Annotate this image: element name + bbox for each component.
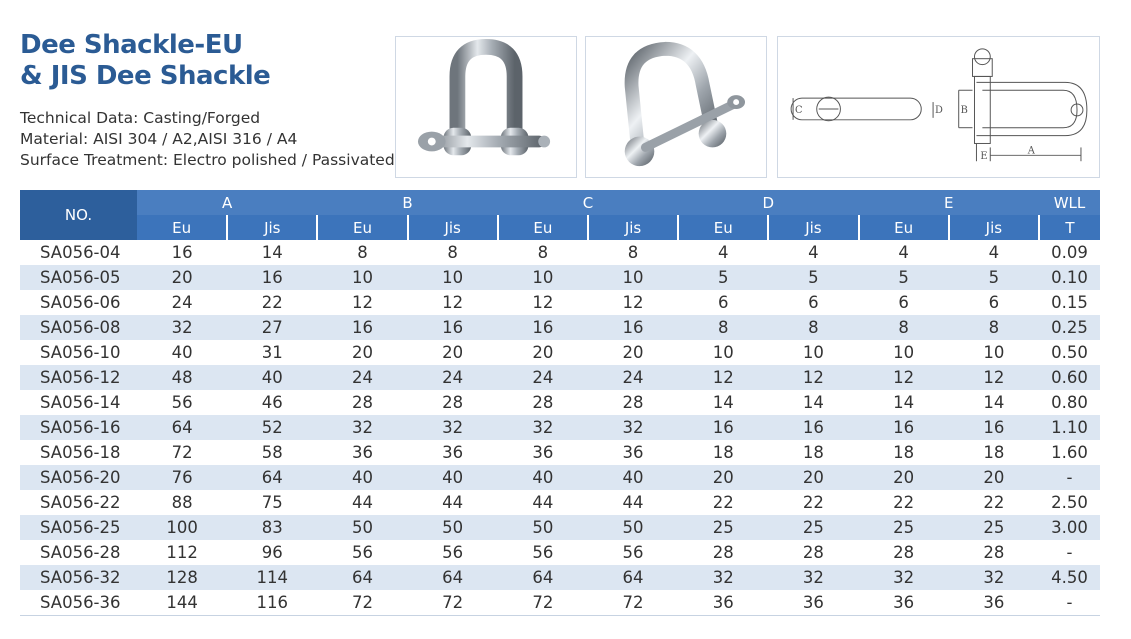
table-cell: 116 xyxy=(227,590,317,616)
table-cell: 32 xyxy=(137,315,227,340)
table-cell: 50 xyxy=(588,515,678,540)
table-row xyxy=(20,440,1100,465)
table-cell: 24 xyxy=(588,365,678,390)
table-cell: 10 xyxy=(317,265,407,290)
sub-header-row xyxy=(20,215,1100,240)
table-cell: 6 xyxy=(988,293,1000,312)
table-cell: 14 xyxy=(983,393,1005,412)
table-cell: 16 xyxy=(949,415,1039,440)
sub-header-cell: Jis xyxy=(949,215,1039,240)
table-cell: 28 xyxy=(622,393,644,412)
product-number-cell: SA056-36 xyxy=(20,590,137,616)
sub-header-cell: Jis xyxy=(408,215,498,240)
table-cell: 8 xyxy=(949,315,1039,340)
table-cell: 46 xyxy=(261,393,283,412)
table-cell: 12 xyxy=(532,293,554,312)
table-cell: 128 xyxy=(137,565,227,590)
table-cell: 18 xyxy=(893,443,915,462)
table-row xyxy=(20,315,1100,340)
table-cell: 12 xyxy=(678,365,768,390)
table-cell: 4 xyxy=(988,243,1000,262)
table-cell: 16 xyxy=(498,315,588,340)
table-cell: 0.80 xyxy=(1051,393,1088,412)
table-cell: 6 xyxy=(808,293,819,312)
table-cell: 36 xyxy=(859,590,949,616)
table-cell: 28 xyxy=(442,393,464,412)
table-cell: 88 xyxy=(171,493,193,512)
table-cell: 4 xyxy=(898,243,909,262)
table-cell: 56 xyxy=(622,543,644,562)
table-cell: 12 xyxy=(442,293,464,312)
table-cell: 6 xyxy=(717,293,729,312)
table-cell: 50 xyxy=(408,515,498,540)
table-row xyxy=(20,365,1100,390)
table-cell: 28 xyxy=(983,543,1005,562)
table-cell: 25 xyxy=(678,515,768,540)
table-cell: 64 xyxy=(227,465,317,490)
table-cell: 112 xyxy=(166,543,198,562)
table-cell: 14 xyxy=(261,243,283,262)
table-cell: 52 xyxy=(227,415,317,440)
table-cell: 24 xyxy=(498,365,588,390)
product-number-cell: SA056-28 xyxy=(40,543,121,562)
table-cell: 56 xyxy=(532,543,554,562)
table-cell: 12 xyxy=(859,365,949,390)
table-cell: 28 xyxy=(532,393,554,412)
table-cell: 22 xyxy=(712,493,734,512)
table-row xyxy=(20,240,1100,265)
table-cell: 32 xyxy=(408,415,498,440)
table-cell: 72 xyxy=(171,443,193,462)
product-number-cell: SA056-06 xyxy=(40,293,121,312)
table-cell: 8 xyxy=(678,315,768,340)
table-cell: 32 xyxy=(498,415,588,440)
table-row xyxy=(20,340,1100,365)
technical-specs xyxy=(20,108,395,171)
table-cell: 28 xyxy=(351,393,373,412)
table-cell: 36 xyxy=(442,443,464,462)
table-cell: 100 xyxy=(137,515,227,540)
table-cell: 20 xyxy=(532,343,554,362)
table-cell: 16 xyxy=(768,415,858,440)
table-cell: 64 xyxy=(317,565,407,590)
table-cell: 10 xyxy=(408,265,498,290)
table-cell: 16 xyxy=(171,243,193,262)
sub-header-cell: Jis xyxy=(227,215,317,240)
table-cell: 12 xyxy=(351,293,373,312)
table-cell: 20 xyxy=(137,265,227,290)
product-number-cell: SA056-10 xyxy=(40,343,121,362)
table-cell: 22 xyxy=(893,493,915,512)
table-cell: 32 xyxy=(317,415,407,440)
sub-header-cell: Eu xyxy=(678,215,768,240)
table-cell: 32 xyxy=(859,565,949,590)
table-cell: 114 xyxy=(227,565,317,590)
product-number-cell: SA056-18 xyxy=(40,443,121,462)
table-cell: 40 xyxy=(408,465,498,490)
table-cell: 36 xyxy=(532,443,554,462)
table-cell: 76 xyxy=(137,465,227,490)
table-cell: 50 xyxy=(498,515,588,540)
table-cell: 36 xyxy=(949,590,1039,616)
table-cell: 14 xyxy=(802,393,824,412)
table-cell: 28 xyxy=(712,543,734,562)
table-row xyxy=(20,565,1100,590)
table-cell: 1.10 xyxy=(1039,415,1100,440)
table-cell: 75 xyxy=(261,493,283,512)
table-cell: 5 xyxy=(859,265,949,290)
table-cell: 48 xyxy=(137,365,227,390)
table-cell: 56 xyxy=(351,543,373,562)
table-cell: 3.00 xyxy=(1039,515,1100,540)
table-cell: 0.25 xyxy=(1039,315,1100,340)
table-cell: 32 xyxy=(949,565,1039,590)
spec-surface-treatment: Surface Treatment: Electro polished / Passivated xyxy=(20,151,395,169)
shackle-technical-drawing xyxy=(777,36,1100,178)
table-cell: 22 xyxy=(802,493,824,512)
table-cell: - xyxy=(1066,543,1073,562)
product-number-cell: SA056-32 xyxy=(20,565,137,590)
product-number-cell: SA056-04 xyxy=(40,243,121,262)
header-group-wll: WLL xyxy=(1039,190,1100,215)
table-cell: 20 xyxy=(768,465,858,490)
table-cell: 10 xyxy=(588,265,678,290)
table-cell: 58 xyxy=(261,443,283,462)
sub-header-cell: T xyxy=(1039,215,1100,240)
product-number-cell: SA056-25 xyxy=(20,515,137,540)
table-cell: 16 xyxy=(317,315,407,340)
table-cell: 10 xyxy=(802,343,824,362)
table-cell: 10 xyxy=(983,343,1005,362)
table-cell: 4.50 xyxy=(1039,565,1100,590)
table-row xyxy=(20,390,1100,415)
table-cell: 36 xyxy=(351,443,373,462)
product-number-cell: SA056-16 xyxy=(20,415,137,440)
table-row xyxy=(20,490,1100,515)
header-group-c: C xyxy=(498,190,678,215)
table-cell: 40 xyxy=(317,465,407,490)
table-cell: 72 xyxy=(317,590,407,616)
table-cell: 8 xyxy=(537,243,549,262)
table-cell: 12 xyxy=(622,293,644,312)
table-cell: 40 xyxy=(588,465,678,490)
product-number-cell: SA056-12 xyxy=(20,365,137,390)
table-cell: 5 xyxy=(678,265,768,290)
table-cell: 12 xyxy=(768,365,858,390)
product-number-cell: SA056-22 xyxy=(40,493,121,512)
table-cell: 5 xyxy=(768,265,858,290)
header-no: NO. xyxy=(20,190,137,240)
table-cell: 83 xyxy=(227,515,317,540)
table-cell: 40 xyxy=(227,365,317,390)
table-cell: 8 xyxy=(859,315,949,340)
table-cell: 12 xyxy=(949,365,1039,390)
table-cell: 20 xyxy=(622,343,644,362)
table-cell: 64 xyxy=(408,565,498,590)
table-cell: 72 xyxy=(588,590,678,616)
table-cell: 16 xyxy=(408,315,498,340)
title-line-2: & JIS Dee Shackle xyxy=(20,61,271,91)
table-cell: 0.15 xyxy=(1051,293,1088,312)
sub-header-cell: Eu xyxy=(859,215,949,240)
table-cell: 36 xyxy=(622,443,644,462)
header-group-b: B xyxy=(317,190,497,215)
table-cell: 36 xyxy=(678,590,768,616)
table-cell: 72 xyxy=(408,590,498,616)
dim-label-e: E xyxy=(980,151,988,163)
table-cell: 0.60 xyxy=(1039,365,1100,390)
table-cell: 6 xyxy=(898,293,909,312)
header-group-e: E xyxy=(859,190,1040,215)
header-group-d: D xyxy=(678,190,858,215)
table-cell: 16 xyxy=(227,265,317,290)
table-cell: 32 xyxy=(588,415,678,440)
table-cell: 20 xyxy=(442,343,464,362)
table-row xyxy=(20,290,1100,315)
table-cell: 16 xyxy=(859,415,949,440)
product-number-cell: SA056-14 xyxy=(40,393,121,412)
dim-label-d: D xyxy=(935,104,943,116)
table-cell: 25 xyxy=(768,515,858,540)
table-cell: 32 xyxy=(768,565,858,590)
table-cell: 64 xyxy=(588,565,678,590)
table-cell: 0.50 xyxy=(1051,343,1088,362)
sub-header-cell: Jis xyxy=(588,215,678,240)
shackle-perspective-photo xyxy=(585,36,767,178)
table-row xyxy=(20,265,1100,290)
table-cell: 50 xyxy=(317,515,407,540)
table-cell: 20 xyxy=(351,343,373,362)
table-cell: 40 xyxy=(498,465,588,490)
table-cell: 28 xyxy=(893,543,915,562)
dimensions-table xyxy=(20,190,1100,616)
table-cell: 44 xyxy=(351,493,373,512)
table-cell: 18 xyxy=(712,443,734,462)
table-cell: 18 xyxy=(802,443,824,462)
table-cell: 56 xyxy=(442,543,464,562)
table-cell: 25 xyxy=(949,515,1039,540)
table-cell: 44 xyxy=(532,493,554,512)
table-cell: 1.60 xyxy=(1051,443,1088,462)
spec-material: Material: AISI 304 / A2,AISI 316 / A4 xyxy=(20,130,298,148)
product-number-cell: SA056-08 xyxy=(20,315,137,340)
table-row xyxy=(20,590,1100,616)
table-row xyxy=(20,540,1100,565)
table-cell: 4 xyxy=(808,243,819,262)
header-group-a: A xyxy=(137,190,317,215)
table-cell: - xyxy=(1039,465,1100,490)
product-number-cell: SA056-05 xyxy=(20,265,137,290)
sub-header-cell: Eu xyxy=(137,215,227,240)
table-cell: 8 xyxy=(357,243,368,262)
table-cell: 10 xyxy=(712,343,734,362)
table-cell: 24 xyxy=(171,293,193,312)
spec-technical-data: Technical Data: Casting/Forged xyxy=(20,109,261,127)
table-cell: 0.09 xyxy=(1051,243,1088,262)
table-cell: 44 xyxy=(442,493,464,512)
table-row xyxy=(20,415,1100,440)
product-number-cell: SA056-20 xyxy=(20,465,137,490)
table-cell: 20 xyxy=(859,465,949,490)
table-cell: 27 xyxy=(227,315,317,340)
table-row xyxy=(20,465,1100,490)
title-line-1: Dee Shackle-EU xyxy=(20,30,243,60)
table-cell: 25 xyxy=(859,515,949,540)
shackle-front-photo xyxy=(395,36,577,178)
table-cell: 32 xyxy=(678,565,768,590)
table-cell: 0.10 xyxy=(1039,265,1100,290)
dim-label-c: C xyxy=(795,104,803,116)
table-cell: 36 xyxy=(768,590,858,616)
table-cell: 40 xyxy=(171,343,193,362)
sub-header-cell: Eu xyxy=(317,215,407,240)
table-cell: 56 xyxy=(171,393,193,412)
dim-label-b: B xyxy=(960,104,968,116)
table-cell: 144 xyxy=(137,590,227,616)
table-cell: 18 xyxy=(983,443,1005,462)
table-cell: 24 xyxy=(317,365,407,390)
table-cell: 44 xyxy=(622,493,644,512)
dim-label-a: A xyxy=(1027,145,1035,157)
table-cell: 8 xyxy=(627,243,639,262)
table-cell: 4 xyxy=(717,243,729,262)
table-cell: 22 xyxy=(983,493,1005,512)
table-cell: 8 xyxy=(768,315,858,340)
table-cell: 20 xyxy=(678,465,768,490)
table-cell: 72 xyxy=(498,590,588,616)
table-body xyxy=(20,240,1100,616)
table-cell: 14 xyxy=(712,393,734,412)
table-cell: 64 xyxy=(137,415,227,440)
page-title xyxy=(20,30,380,92)
table-cell: 31 xyxy=(261,343,283,362)
table-cell: 5 xyxy=(949,265,1039,290)
sub-header-cell: Jis xyxy=(768,215,858,240)
table-cell: 16 xyxy=(588,315,678,340)
table-cell: 64 xyxy=(498,565,588,590)
table-cell: 24 xyxy=(408,365,498,390)
table-cell: 22 xyxy=(261,293,283,312)
table-cell: - xyxy=(1039,590,1100,616)
table-cell: 16 xyxy=(678,415,768,440)
table-cell: 10 xyxy=(893,343,915,362)
table-row xyxy=(20,515,1100,540)
sub-header-cell: Eu xyxy=(498,215,588,240)
table-cell: 28 xyxy=(802,543,824,562)
table-cell: 96 xyxy=(261,543,283,562)
table-cell: 8 xyxy=(447,243,458,262)
table-cell: 2.50 xyxy=(1051,493,1088,512)
table-cell: 10 xyxy=(498,265,588,290)
table-cell: 20 xyxy=(949,465,1039,490)
table-cell: 14 xyxy=(893,393,915,412)
